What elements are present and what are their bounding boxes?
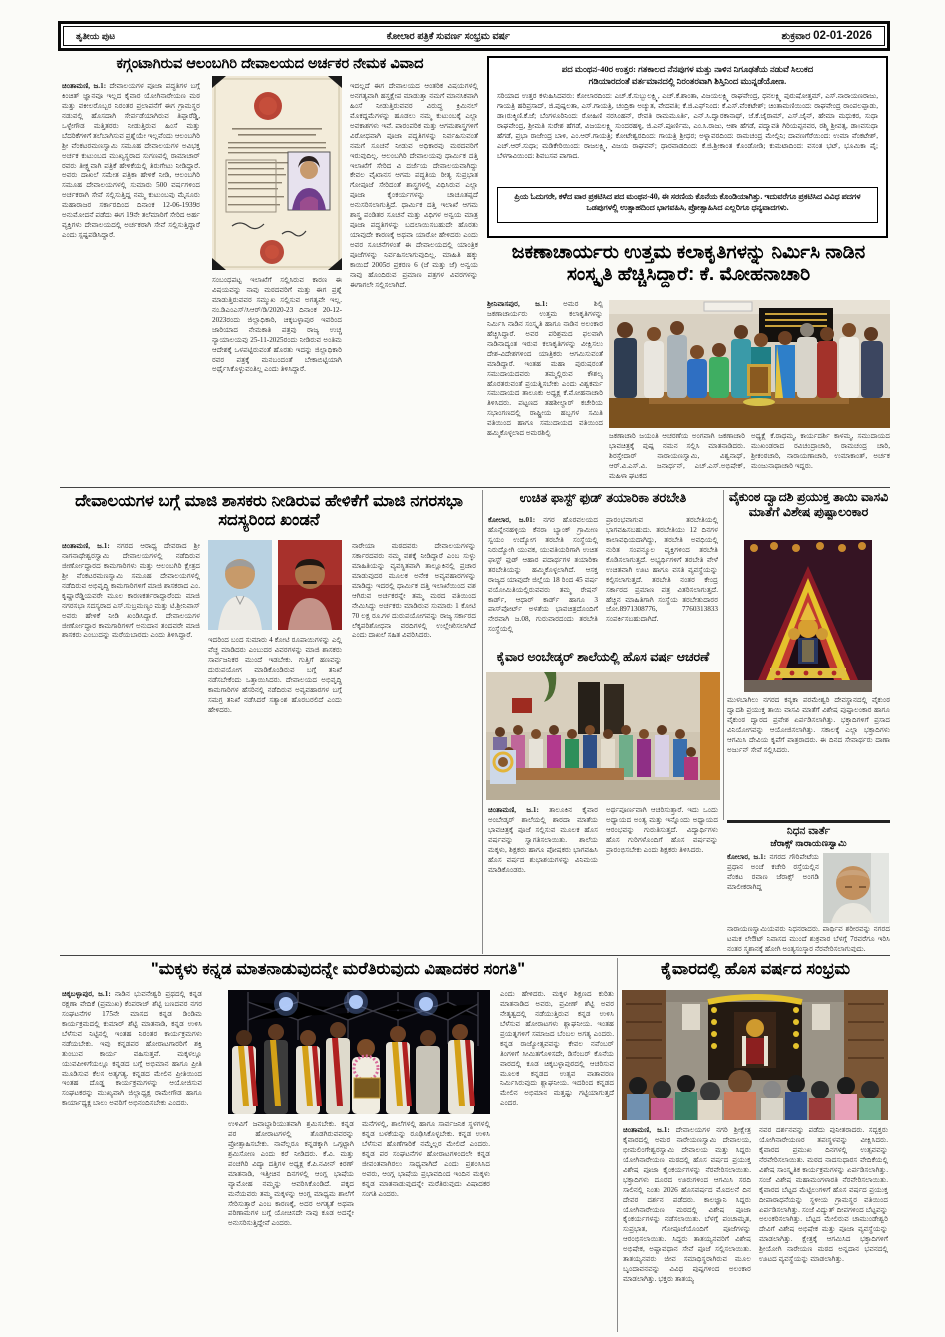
dateline: ಕೋಲಾರ, ಜ.01: (488, 516, 536, 524)
article-school-headline: ಕೈವಾರ ಅಂಬೇಡ್ಕರ್ ಶಾಲೆಯಲ್ಲಿ ಹೊಸ ವರ್ಷ ಆಚರಣೆ (496, 650, 710, 664)
photo-old-document (212, 76, 342, 270)
article-school-newyear (486, 650, 720, 956)
article-jakanachari-caption-left: ಜಕಣಾಚಾರಿ ಜಯಂತಿ ಆಚರಣೆಯ ಅಂಗವಾಗಿ ಜಕಣಾಚಾರಿ ಭಾವಚಿತ್ರಕ್ಕೆ ಪುಷ್ಪ ನಮನ ಸಲ್ಲಿಸಿ ಮಾತನಾಡಿದರು. ಶಿರಸ್ತೇದಾರ್ ನಾರಾಯಣಸ್ವಾಮಿ, ವಿಶ್ವನಾಥ್, ಆರ್.ವಿ.ಎಸ್.ವಿ. ಜನಾರ್ಧನ್, ಎಚ್.ಎಸ್.ಅಭಿಷೇಕ್, ಮಹಿಳಾ ಘಟಕದ (609, 432, 745, 480)
article-kaiwara-col1: ಚಿಂತಾಮಣಿ, ಜ.1: ದೇವಾಲಯಗಳ ನಗರಿ ಶ್ರೀಕ್ಷೇತ್ರ ಕೈವಾರದಲ್ಲಿ ಅಮರ ನಾರೇಯಣಸ್ವಾಮಿ ದೇವಾಲಯ, ಭೀಮಲಿಂಗೇಶ್ವರಸ್ವಾಮಿ ದೇವಾಲಯ ಮತ್ತು ಸಿದ್ದರು ಯೋಗಿನಾರೇಯಣ ಮಠದಲ್ಲಿ ಹೊಸ ವರ್ಷದ ಪ್ರಯುಕ್ತ ವಿಶೇಷ ಪೂಜಾ ಕೈಂಕರ್ಯಗಳನ್ನು ನೆರವೇರಿಸಲಾಯಿತು. ಭಕ್ತಾದಿಗಳು ದೂರದ ಊರುಗಳಿಂದ ಆಗಮಿಸಿ ಸರದಿ ಸಾಲಿನಲ್ಲಿ ನಿಂತು 2026 ಹೊಸವರ್ಷದ ಮೊದಲನೆ ದಿನ ದೇವರ ದರ್ಶನ ಪಡೆದರು. ಕಾಲಜ್ಞಾನಿ ಸಿದ್ದರು ಯೋಗಿನಾರೇಯಣ ಮಠದಲ್ಲಿ ವಿಶೇಷ ಪೂಜಾ ಕೈಂಕರ್ಯಗಳನ್ನು ನಡೆಸಲಾಯಿತು. ಬೆಳಗ್ಗೆ ಪಂಚಾಮೃತ, ಸುಪ್ರಭಾತ, ಗೋಪೂಜೆಯೊಂದಿಗೆ ಪೂಜೆಗಳನ್ನು ಆರಂಭಿಸಲಾಯಿತು. ಸಿದ್ದರು ತಾತಯ್ಯನವರಿಗೆ ವಿಶೇಷ ಅಭಿಷೇಕ, ಅಷ್ಟಾವಧಾನ ಸೇವೆ ಪೂಜೆ ಸಲ್ಲಿಸಲಾಯಿತು. ತಾತಯ್ಯನವರು ಜೀವ ಸಮಾಧಿಸ್ಥರಾಗಿರುವ ಮೂಲ ಬೃಂದಾವನವನ್ನು ವಿವಿಧ ಪುಷ್ಪಗಳಿಂದ ಅಲಂಕಾರ ಮಾಡಲಾಗಿತ್ತು. ಭಕ್ತರು ತಾತಯ್ಯ (623, 1126, 751, 1284)
article-jakanachari-col1: ಶ್ರೀನಿವಾಸಪುರ, ಜ.1: ಅಮರ ಶಿಲ್ಪಿ ಜಕಣಾಚಾರ್ಯರು ಉತ್ತಮ ಕಲಾಕೃತಿಗಳನ್ನು ನಿರ್ಮಿಸಿ ನಾಡಿನ ಸಂಸ್ಕೃತಿ ಹಾಗೂ ನಾಡಿನ ಅಲಂಕಾರ ಹೆಚ್ಚಿಸಿದ್ದಾರೆ. ಅವರ ಪರಿಶ್ರಮದ ಫಲವಾಗಿ ನಾಡಿನಾದ್ಯಂತ ಇರುವ ಕಲಾಕೃತಿಗಳನ್ನು ವೀಕ್ಷಿಸಲು ದೇಶ-ವಿದೇಶಗಳಿಂದ ಯಾತ್ರಿಕರು ಆಗಮಿಸುವಂತೆ ಮಾಡಿದ್ದಾರೆ. ಇಂತಹ ಮಹಾ ಪುರುಷರಂತೆ ಸಮುದಾಯದವರು ತಮ್ಮಲ್ಲಿರುವ ಕೌಶಲ್ಯ ಹೊರತರುವಂತೆ ಪ್ರಯತ್ನಿಸಬೇಕು ಎಂದು ವಿಶ್ವಕರ್ಮ ಸಮುದಾಯದ ತಾಲೂಕು ಅಧ್ಯಕ್ಷ ಕೆ.ಮೋಹನಾಚಾರಿ ತಿಳಿಸಿದರು. ಪಟ್ಟಣದ ತಹಶೀಲ್ದಾರ್ ಕಚೇರಿಯ ಸಭಾಂಗಣದಲ್ಲಿ ರಾಷ್ಟ್ರೀಯ ಹಬ್ಬಗಳ ಸಮಿತಿ ವತಿಯಿಂದ ಹಾಗೂ ಸಮುದಾಯದ ವತಿಯಿಂದ ಹಮ್ಮಿಕೊಳ್ಳಲಾದ ಅಮರಶಿಲ್ಪಿ (487, 300, 603, 438)
article-jakanachari (487, 242, 890, 486)
article-fastfood-col1: ಕೋಲಾರ, ಜ.01: ನಗರ ಹೊರವಲಯದ ಹೊನ್ನೇನಹಳ್ಳಿಯ ಕೆನರಾ ಬ್ಯಾಂಕ್ ಗ್ರಾಮೀಣ ಸ್ವಯಂ ಉದ್ಯೋಗ ತರಬೇತಿ ಸಂಸ್ಥೆಯಲ್ಲಿ ನಿರುದ್ಯೋಗಿ ಯುವಕ, ಯುವತಿಯರಿಗಾಗಿ ಉಚಿತ ಫಾಸ್ಟ್ ಫುಡ್ ಆಹಾರ ಪದಾರ್ಥಗಳ ತಯಾರಿಕಾ ತರಬೇತಿಯನ್ನು ಹಮ್ಮಿಕೊಳ್ಳಲಾಗಿದೆ. ಆಸಕ್ತ ರಾಜ್ಯದ ಯಾವುದೇ ಜಿಲ್ಲೆಯ 18 ರಿಂದ 45 ವರ್ಷ ವಯೋಮಿತಿಯಲ್ಲಿರುವವರು ತಮ್ಮ ರೇಷನ್ ಕಾರ್ಡ್, ಆಧಾರ್ ಕಾರ್ಡ್ ಹಾಗೂ 3 ಪಾಸ್‌ಪೋರ್ಟ್ ಅಳತೆಯ ಭಾವಚಿತ್ರದೊಂದಿಗೆ ನೇರವಾಗಿ ಜ.08, ಗುರುವಾರದಂದು ತರಬೇತಿ ಸಂಸ್ಥೆಯಲ್ಲಿ (488, 516, 598, 634)
photo-deity-flowers (744, 540, 872, 692)
photo-deceased-man (823, 853, 889, 923)
dateline: ಚಿಂತಾಮಣಿ, ಜ.1: (62, 542, 110, 550)
photo-temple-crowd (622, 990, 888, 1120)
article-fastfood-training (486, 490, 720, 648)
article-kaiwara-newyear (621, 958, 890, 1334)
section-divider-2 (60, 955, 890, 956)
puzzle-thanks-note: ಪ್ರಿಯ ಓದುಗರೇ, ಕಳೆದ ವಾರ ಪ್ರಕಟಿಸಿದ ಪದ ಮಂಥನ-40, ಈ ಸರಣಿಯ ಕೊನೆಯ ಕೊಂಡಿಯಾಗಿತ್ತು. ಇದುವರೆಗೂ ಪ್ರಕಟಿಸಿದ ವಿವಿಧ ಪದಗಳ ಒಡಪುಗಳಲ್ಲಿ ಉತ್ಸಾಹದಿಂದ ಭಾಗವಹಿಸಿ, ಪ್ರೋತ್ಸಾಹಿಸಿದ ಎಲ್ಲರಿಗೂ ಧನ್ಯವಾದಗಳು. (497, 187, 878, 223)
death-notice-name: ಜೆರಾಕ್ಸ್ ನಾರಾಯಣಸ್ವಾಮಿ (770, 838, 847, 848)
article-ex-mla-col3: ನಾರೇಯಾ ಮಠದವರು ದೇವಾಲಯಗಳನ್ನು ಸರ್ಕಾರದವರು ನಮ್ಮ ವಶಕ್ಕೆ ನೀಡಿದ್ದಾರೆ ಎಂಬ ಸುಳ್ಳು ಮಾಹಿತಿಯನ್ನು ವ್ಯವಸ್ಥಿತವಾಗಿ ತಾಲ್ಲೂಕಿನಲ್ಲಿ ಪ್ರಚಾರ ಮಾಡುವುದರ ಮೂಲಕ ಅನೇಕ ಅವ್ಯವಹಾರಗಳನ್ನು ಮಾಡಿದ್ದು ಇದರಲ್ಲಿ ಧಾರ್ಮಿಕ ದತ್ತಿ ಇಲಾಖೆಯಿಂದ ವಶ ಆಗಿರುವ ಅರ್ಚಕರನ್ನೇ ತಮ್ಮ ಮಠದ ವತಿಯಿಂದ ನೇಮಿಸಿದ್ದು ಅರ್ಚಕರು ಮಾಡಿರುವ ಸುಮಾರು 1 ಕೋಟಿ 70 ಲಕ್ಷ ರೂ.ಗಳ ದುರುಪಯೋಗವನ್ನು ರಾಜ್ಯ ಸರ್ಕಾರದ ಲೆಕ್ಕಪರಿಶೋಧನಾ ವರದಿಗಳಲ್ಲಿ ಉಲ್ಲೇಖಿಸಲಾಗಿದೆ ಎಂದು ದಾಖಲೆ ಸಹಿತ ವಿವರಿಸಿದರು. (352, 542, 476, 640)
article-vasavi-body: ಮುಳಬಾಗಿಲು ನಗರದ ಕನ್ಯಕಾ ಪರಮೇಶ್ವರಿ ದೇವಸ್ಥಾನದಲ್ಲಿ ವೈಕುಂಠ ದ್ವಾದಶಿ ಪ್ರಯುಕ್ತ ತಾಯಿ ವಾಸವಿ ಮಾತೆಗೆ ವಿಶೇಷ ಪುಷ್ಪಾಲಂಕಾರ ಹಾಗೂ ವೈಕುಂಠ ದ್ವಾರದ ಪ್ರವೇಶ ಏರ್ಪಡಿಸಲಾಗಿತ್ತು. ಭಕ್ತಾದಿಗಳಿಗೆ ಪ್ರಸಾದ ವಿನಿಯೋಗವನ್ನು ಆಯೋಜಿಸಲಾಗಿತ್ತು. ಸಕಾಲಕ್ಕೆ ಎಲ್ಲಾ ಭಕ್ತಾದಿಗಳು ಆಗಮಿಸಿ ದೇವಿಯ ಕೃಪೆಗೆ ಪಾತ್ರರಾದರು. ಈ ದಿನದ ಸೇವಾರ್ಥರು ದಾಣಾ ಅರ್ಜುನ್ ಸೇವೆ ಸಲ್ಲಿಸಿದರು. (727, 696, 890, 754)
date-label: ಶುಕ್ರವಾರ 02-01-2026 (781, 30, 872, 42)
dateline: ಶ್ರೀನಿವಾಸಪುರ, ಜ.1: (487, 300, 548, 308)
article-kaiwara-col2: ನವರ ದರ್ಶನವನ್ನು ಪಡೆದು ಪುನೀತರಾದರು. ಸದ್ಭಕ್ತರು ಯೋಗಿನಾರೇಯಣರ ತಪಃಸ್ಥಳವನ್ನು ವೀಕ್ಷಿಸಿದರು. ಕೈವಾರದ ಪ್ರಮುಖ ದಿನಗಳಲ್ಲಿ ಉತ್ಸವವನ್ನು ನೆರವೇರಿಸಲಾಯಿತು. ಮಠದ ನಾದಸುಧಾರಸ ವೇದಿಕೆಯಲ್ಲಿ ವಿಶೇಷ ಸಾಂಸ್ಕೃತಿಕ ಕಾರ್ಯಕ್ರಮಗಳನ್ನು ಏರ್ಪಡಿಸಲಾಗಿತ್ತು. ಸಂಜೆ ವಿಶೇಷ ಮಹಾಮಂಗಳಾರತಿ ನೆರವೇರಿಸಲಾಯಿತು. ಕೈವಾರದ ಬೆಟ್ಟದ ಮೆಟ್ಟಿಲುಗಳಿಗೆ ಹೊಸ ವರ್ಷದ ಪ್ರಯುಕ್ತ ದೀಪಾರಾಧನೆಯನ್ನು ಸ್ಥಳೀಯ ಗ್ರಾಮಸ್ಥರ ವತಿಯಿಂದ ಏರ್ಪಡಿಸಲಾಗಿತ್ತು. ಸಂಜೆ ವಿದ್ಯುತ್ ದೀಪಗಳಿಂದ ಬೆಟ್ಟವನ್ನು ಅಲಂಕರಿಸಲಾಗಿತ್ತು. ಬೆಟ್ಟದ ಮೇಲಿರುವ ಚಾಮುಂಡೇಶ್ವರಿ ದೇವಿಗೆ ವಿಶೇಷ ಅಭಿಷೇಕ ಮತ್ತು ಪೂಜಾ ವ್ಯವಸ್ಥೆಯನ್ನು ಮಾಡಲಾಗಿತ್ತು. ಕ್ಷೇತ್ರಕ್ಕೆ ಆಗಮಿಸಿದ ಭಕ್ತಾದಿಗಳಿಗೆ ಶ್ರೀಯೋಗಿ ನಾರೇಯಣ ಮಠದ ಅನ್ನದಾನ ಭವನದಲ್ಲಿ ಊಟದ ವ್ಯವಸ್ಥೆಯನ್ನು ಮಾಡಲಾಗಿತ್ತು. (759, 1126, 888, 1264)
article-fastfood-headline: ಉಚಿತ ಫಾಸ್ಟ್ ಫುಡ್ ತಯಾರಿಕಾ ತರಬೇತಿ (519, 490, 687, 505)
article-temple-dispute-col3: ಇದಲ್ಲದೆ ಈಗ ದೇವಾಲಯದ ಆಂತರಿಕ ವಿಷಯಗಳಲ್ಲಿ ಅನಗತ್ಯವಾಗಿ ಹಸ್ತಕ್ಷೇಪ ಮಾಡುತ್ತಾ ನಮಗೆ ಮಾನಸಿಕವಾಗಿ ಹಿಂಸೆ ನೀಡುತ್ತಿರುವವರ ವಿರುದ್ಧ ಕ್ರಿಮಿನಲ್ ಮೊಕದ್ದಮೆಗಳನ್ನು ಹೂಡಲು ನಮ್ಮ ಕುಟುಂಬಕ್ಕೆ ಎಲ್ಲಾ ಅವಕಾಶಗಳು ಇವೆ. ಪಾರಂಪರಿಕ ಮತ್ತು ಆಗಮಶಾಸ್ತ್ರಗಳಿಗೆ ವಿರೋಧವಾಗಿ ಪೂಜಾ ಪದ್ಧತಿಗಳನ್ನು ನಿರ್ವಹಿಸುವಂತೆ ನಮಗೆ ಸೂಚನೆ ನೀಡುವ ಅಧಿಕಾರವು ಮಠದವರಿಗೆ ಇರುವುದಿಲ್ಲ. ಆಲಂಬಗಿರಿ ದೇವಾಲಯವು ಧಾರ್ಮಿಕ ದತ್ತಿ ಇಲಾಖೆಗೆ ಸೇರಿದ ವಿ ದರ್ಜೆಯ ದೇವಾಲಯವಾಗಿದ್ದು ಕೇವಲ ವೈಖಾನಸ ಆಗಮ ಪದ್ಧತಿಯ ರೀತ್ಯ ಸುಪ್ರಭಾತ ಗೋಪೂಜೆ ಸೇರಿದಂತೆ ಶಾಸ್ತ್ರಗಳಲ್ಲಿ ವಿಧಿಸಿರುವ ಎಲ್ಲಾ ಪೂಜಾ ಕೈಂಕರ್ಯಗಳನ್ನು ಚಾಚೂತಪ್ಪದೆ ಅನುಸರಿಸಲಾಗುತ್ತಿದೆ. ಧಾರ್ಮಿಕ ದತ್ತಿ ಇಲಾಖೆ ಆಗಮ ಶಾಸ್ತ್ರ ಪಂಡಿತರ ಸೂಚನೆ ಮತ್ತು ವಿಧಿಗಳ ಅನ್ವಯ ಮಾತ್ರ ಪೂಜಾ ಪದ್ಧತಿಗಳನ್ನು ಬದಲಾಯಿಸಬಹುದೇ ಹೊರತು ಯಾವುದೇ ಕಾರಣಕ್ಕೆ ಅಥವಾ ಯಾರೋ ಹೇಳಿದರು ಎಂದು ಅವರ ಸೂಚನೆಗಳಂತೆ ಈ ದೇವಾಲಯದಲ್ಲಿ ಯಾಂತ್ರಿಕ ಪೂಜೆಗಳನ್ನು ನಿರ್ವಹಿಸಲಾಗುವುದಿಲ್ಲ. ಮಾಹಿತಿ ಹಕ್ಕು ಕಾಯಿದೆ 2005ರ ಪ್ರಕರಣ 6 (ಜೆ ಮತ್ತು ಜೆ) ಅನ್ವಯ ನಾವು ಹೊಂದಿರುವ ಪ್ರಮಾಣ ಪತ್ರಗಳ ವಿವರಗಳನ್ನು ಈಗಾಗಲೇ ಸಲ್ಲಿಸಲಾಗಿದೆ. (350, 82, 478, 289)
article-kannada-children (60, 958, 616, 1334)
dateline: ಚಿಕ್ಕಬಳ್ಳಾಪುರ, ಜ.1: (62, 990, 111, 998)
article-kannada-headline: "ಮಕ್ಕಳು ಕನ್ನಡ ಮಾತನಾಡುವುದನ್ನೇ ಮರೆತಿರುವುದು ವಿಷಾದಕರ ಸಂಗತಿ" (150, 960, 526, 978)
death-notice-body-wrap: ಕೋಲಾರ, ಜ.1: ನಗರದ ಗೌರಿಪೇಟೆಯ ಪ್ರಧಾನ ಅಂಚೆ ಕಚೇರಿ ರಸ್ತೆಯಲ್ಲಿನ ವೆಂಕಟ ರವಾಣ ಜೆರಾಕ್ಸ್ ಅಂಗಡಿ ಮಾಲೀಕರಾಗಿದ್ದ (727, 853, 819, 891)
inset-woman-photo (288, 152, 330, 210)
puzzle-answer-line1: ಪದ ಮಂಥನ-40ರ ಉತ್ತರ: ಗತಕಾಲದ ನೆನಪುಗಳ ಮತ್ತು ನಾಳಿನ ನಿಗೂಢತೆಯ ನಡುವೆ ಸಿಲುಕದ (561, 64, 814, 74)
dateline: ಚಿಂತಾಮಣಿ, ಜ.1: (62, 82, 107, 90)
article-jakanachari-caption-right: ಅಧ್ಯಕ್ಷೆ ಕೆ.ರಾಧಮ್ಮ, ಕಾರ್ಯದರ್ಶಿ ಕಾಳಮ್ಮ, ಸಮುದಾಯದ ಮುಖಂಡರಾದ ರವಿಚಂದ್ರಾಚಾರಿ, ರಾಮಚಂದ್ರ ಚಾರಿ, ಶ್ರೀಕಂಠಚಾರಿ, ನಾರಾಯಣಾಚಾರಿ, ಉಮಾಕಾಂತ್, ಅರ್ಚಕ ಮಂಜುನಾಥಾಚಾರಿ ಇದ್ದರು. (751, 432, 890, 470)
article-kannada-col3: ಮನೆಗಳಲ್ಲಿ, ಶಾಲೆಗಳಲ್ಲಿ ಹಾಗೂ ಸಾರ್ವಜನಿಕ ಸ್ಥಳಗಳಲ್ಲಿ ಕನ್ನಡ ಬಳಕೆಯನ್ನು ರೂಢಿಸಿಕೊಳ್ಳಬೇಕು. ಕನ್ನಡ ಉಳಿಸಿ ಬೆಳೆಸುವ ಹೊಣೆಗಾರಿಕೆ ನಮ್ಮೆಲ್ಲರ ಮೇಲಿದೆ ಎಂದರು. ಕನ್ನಡ ಪರ ಸಂಘಟನೆಗಳ ಹೋರಾಟಗಳಿಂದಲೇ ಕನ್ನಡ ಜೀವಂತವಾಗಿರಲು ಸಾಧ್ಯವಾಗಿದೆ ಎಂದು ಪ್ರಶಂಸಿಸಿದ ಅವರು, ಆಂಗ್ಲ ಭಾಷೆಯ ಪ್ರಭಾವದಿಂದ ಇಂದಿನ ಮಕ್ಕಳು ಕನ್ನಡ ಮಾತನಾಡುವುದನ್ನೇ ಮರೆತಿರುವುದು ವಿಷಾದಕರ ಸಂಗತಿ ಎಂದರು. (362, 1120, 490, 1198)
dateline: ಚಿಂತಾಮಣಿ, ಜ.1: (623, 1126, 670, 1134)
puzzle-answer-line2: ಗಡಿಯಾರದಂತೆ ವರ್ತಮಾನದಲ್ಲಿ ನಿರಂತರವಾಗಿ ಶಿಸ್ತಿನಿಂದ ಮುನ್ನಡೆಯೋಣ. (588, 76, 787, 87)
article-kaiwara-headline: ಕೈವಾರದಲ್ಲಿ ಹೊಸ ವರ್ಷದ ಸಂಭ್ರಮ (660, 960, 851, 978)
article-temple-dispute-col2: ಸಂಬಂಧಪಟ್ಟ ಇಲಾಖೆಗೆ ಸಲ್ಲಿಸಿರುವ ಕಾರಣ ಈ ವಿಷಯವನ್ನು ನಾವು ಮಠದವರಿಗೆ ಮತ್ತು ಈಗ ಪ್ರಶ್ನೆ ಮಾಡುತ್ತಿರುವವರ ಸಮ್ಮುಖ ಸಲ್ಲಿಸುವ ಅಗತ್ಯವೇ ಇಲ್ಲ. ನಂ.ಡಿಎಂಎಸ್/ಸಿಆರ್/ಡಿ/2020-23 ದಿನಾಂಕ 20-12-2023ರಂದು ಜಿಲ್ಲಾಧಿಕಾರಿ, ಚಿಕ್ಕಬಳ್ಳಾಪುರ ಇವರಿಂದ ಜಾರಿಯಾದ ನೇಮಕಾತಿ ಪತ್ರವು ರಾಜ್ಯ ಉಚ್ಚ ನ್ಯಾಯಾಲಯವು 25-11-2025ರಂದು ನೀಡಿರುವ ಅಂತಿಮ ಆದೇಶಕ್ಕೆ ಒಳಪಟ್ಟಿರುವಂತೆ ಹೊರತು ಇದನ್ನು ಜಿಲ್ಲಾಧಿಕಾರಿ ರವರ ಪತ್ರಕ್ಕೆ ಮನಬಂದಂತೆ ಬೇಕಾಬಿಟ್ಟಿಯಾಗಿ ಅರ್ಥೈಸಿಕೊಳ್ಳುವಂತಿಲ್ಲ ಎಂದು ತಿಳಿಸಿದ್ದಾರೆ. (212, 276, 342, 374)
photo-portrait-man-red-bg (278, 540, 342, 630)
article-vasavi-headline: ವೈಕುಂಠ ದ್ವಾದಶಿ ಪ್ರಯುಕ್ತ ತಾಯಿ ವಾಸವಿ ಮಾತೆಗೆ ವಿಶೇಷ ಪುಷ್ಪಾಲಂಕಾರ (728, 490, 889, 519)
article-ex-mla-condemn (60, 490, 478, 954)
photo-school-group (486, 672, 720, 800)
article-jakanachari-headline: ಜಕಣಾಚಾರ್ಯರು ಉತ್ತಮ ಕಲಾಕೃತಿಗಳನ್ನು ನಿರ್ಮಿಸಿ ನಾಡಿನ ಸಂಸ್ಕೃತಿ ಹೆಚ್ಚಿಸಿದ್ದಾರೆ: ಕೆ. ಮೋಹನಾಚಾರಿ (511, 242, 866, 286)
column-rule-2 (723, 490, 724, 820)
masthead-bar (58, 21, 890, 51)
page-label: ತೃತೀಯ ಪುಟ (76, 30, 116, 41)
article-ex-mla-col2: ಇದರಿಂದ ಬಂದ ಸುಮಾರು 4 ಕೋಟಿ ರೂಪಾಯಿಗಳನ್ನು ಎಲ್ಲಿ ವೆಚ್ಚ ಮಾಡಿದರು ಎಂಬುದರ ವಿವರಗಳನ್ನು ಮಾಜಿ ಶಾಸಕರು ಸಾರ್ವಜನಿಕರ ಮುಂದೆ ಇಡಬೇಕು. ಗುತ್ತಿಗೆ ಹಣವನ್ನು ದುರುಪಯೋಗ ಮಾಡಿಕೊಂಡಿರುವ ಬಗ್ಗೆ ತನಿಖೆ ನಡೆಸಬೇಕೆಂದು ಒತ್ತಾಯಿಸಿದರು. ದೇವಾಲಯದ ಅಭಿವೃದ್ಧಿ ಕಾಮಗಾರಿಗಳ ಹೆಸರಿನಲ್ಲಿ ನಡೆದಿರುವ ಅವ್ಯವಹಾರಗಳ ಬಗ್ಗೆ ಸಮಗ್ರ ತನಿಖೆ ನಡೆಸಿದರೆ ಸತ್ಯಾಂಶ ಹೊರಬರಲಿದೆ ಎಂದು ಹೇಳಿದರು. (208, 636, 342, 714)
dateline: ಚಿಂತಾಮಣಿ, ಜ.1: (488, 806, 539, 814)
article-ex-mla-headline: ದೇವಾಲಯಗಳ ಬಗ್ಗೆ ಮಾಜಿ ಶಾಸಕರು ನೀಡಿರುವ ಹೇಳಿಕೆಗೆ ಮಾಜಿ ನಗರಸಭಾ ಸದಸ್ಯರಿಂದ ಖಂಡನೆ (75, 492, 463, 530)
word-puzzle-box (487, 56, 888, 238)
article-school-col1: ಚಿಂತಾಮಣಿ, ಜ.1: ತಾಲೂಕಿನ ಕೈವಾರ ಅಂಬೇಡ್ಕರ್ ಶಾಲೆಯಲ್ಲಿ ಶಾರದಾ ಮಾತೆಯ ಭಾವಚಿತ್ರಕ್ಕೆ ಪೂಜೆ ಸಲ್ಲಿಸುವ ಮೂಲಕ ಹೊಸ ವರ್ಷವನ್ನು ಸ್ವಾಗತಿಸಲಾಯಿತು. ಶಾಲೆಯ ಮಕ್ಕಳು, ಶಿಕ್ಷಕರು ಹಾಗೂ ಪೋಷಕರು ಭಾಗವಹಿಸಿ ಹೊಸ ವರ್ಷದ ಶುಭಾಶಯಗಳನ್ನು ವಿನಿಮಯ ಮಾಡಿಕೊಂಡರು. (488, 806, 598, 874)
photo-jakanachari-group (609, 300, 890, 428)
death-notice-title: ನಿಧನ ವಾರ್ತೆ (786, 825, 831, 837)
article-kannada-col1: ಚಿಕ್ಕಬಳ್ಳಾಪುರ, ಜ.1: ನಾಡಿನ ಭುವನೇಶ್ವರಿ ಪ್ರಥದಲ್ಲಿ ಕನ್ನಡ ರಕ್ಷಣಾ ವೇದಿಕೆ (ಪ್ರಮುಖ) ಕೆಂಪರಾಜ್ ಶೆಟ್ಟಿ ಬಣದವರ ನಗರ ಸಂಘಟನೆಗಳ 175ನೇ ಮಾಸದ ಕನ್ನಡ ಡಿಂಡಿಮ ಕಾರ್ಯಕ್ರಮದಲ್ಲಿ ಕುಮಾರ್ ಶೆಟ್ಟಿ ಮಾತನಾಡಿ, ಕನ್ನಡ ಉಳಿಸಿ ಬೆಳೆಸುವ ನಿಟ್ಟಿನಲ್ಲಿ ಇಂತಹ ನಿರಂತರ ಕಾರ್ಯಕ್ರಮಗಳು ನಡೆಯಬೇಕು. ಇವು ಕನ್ನಡಪರ ಹೋರಾಟಗಾರರಿಗೆ ಶಕ್ತಿ ತುಂಬುವ ಕಾರ್ಯ ವಹಿಸುತ್ತವೆ. ಮಕ್ಕಳಲ್ಲೂ ಯುವಪೀಳಿಗೆಯಲ್ಲೂ ಕನ್ನಡದ ಬಗ್ಗೆ ಅಭಿಮಾನ ಹಾಗೂ ಪ್ರೀತಿ ಮೂಡಿಸುವ ಕೆಲಸ ಅತ್ಯಗತ್ಯ. ಕನ್ನಡದ ಮೇಲಿನ ಪ್ರೀತಿಯಿಂದ ಇಂತಹ ದೊಡ್ಡ ಕಾರ್ಯಕ್ರಮಗಳನ್ನು ಆಯೋಜಿಸುವ ಸಂಘಟಕರನ್ನು ಮುಖ್ಯವಾಗಿ ಜಿಲ್ಲಾಧ್ಯಕ್ಷ ರಾಮೇಗೌಡ ಹಾಗೂ ಕಾರ್ಯಾಧ್ಯಕ್ಷ ಬಾಲು ಅವರಿಗೆ ಅಭಿನಂದಿಸಬೇಕು ಎಂದರು. (62, 990, 202, 1108)
section-divider-1 (60, 487, 890, 488)
article-fastfood-col2: ಪ್ರಾರಂಭವಾಗುವ ತರಬೇತಿಯಲ್ಲಿ ಭಾಗವಹಿಸಬಹುದು. ತರಬೇತಿಯು 12 ದಿನಗಳ ಕಾಲಾವಧಿಯದಾಗಿದ್ದು, ತರಬೇತಿ ಅವಧಿಯಲ್ಲಿ ನುರಿತ ಸಂಪನ್ಮೂಲ ವ್ಯಕ್ತಿಗಳಿಂದ ತರಬೇತಿ ಕೊಡಿಸಲಾಗುತ್ತದೆ. ಅಭ್ಯರ್ಥಿಗಳಿಗೆ ತರಬೇತಿ ವೇಳೆ ಉಚಿತವಾಗಿ ಊಟ ಹಾಗೂ ವಸತಿ ವ್ಯವಸ್ಥೆಯನ್ನು ಕಲ್ಪಿಸಲಾಗುತ್ತದೆ. ತರಬೇತಿ ನಂತರ ಕೇಂದ್ರ ಸರ್ಕಾರದ ಪ್ರಮಾಣ ಪತ್ರ ವಿತರಿಸಲಾಗುತ್ತದೆ. ಹೆಚ್ಚಿನ ಮಾಹಿತಿಗಾಗಿ ಸಂಸ್ಥೆಯ ತರಬೇತುದಾರರ ಜೋ.8971308776, 7760313833 ಸಂಪರ್ಕಿಸಬಹುದಾಗಿದೆ. (606, 516, 718, 624)
article-temple-dispute (60, 56, 480, 486)
article-temple-dispute-col1: ಚಿಂತಾಮಣಿ, ಜ.1: ದೇವಾಲಯಗಳ ಪೂಜಾ ಪದ್ಧತಿಗಳ ಬಗ್ಗೆ ಕಿಂಚಿತ್ ಜ್ಞಾನವೂ ಇಲ್ಲದ ಕೈವಾರ ಯೋಗಿನಾರೇಯಣ ಮಠ ಮತ್ತು ವಕೀಲರೊಬ್ಬರ ನಿರಂತರ ಪ್ರಲಾಪನೆಗೆ ಈಗ ಗ್ರಾಮಸ್ಥರ ನಡುವಲ್ಲಿ ಹೊಸದಾಗಿ ಸೇರ್ಪಡೆಯಾಗಿರುವ ತಿಪ್ಪಾರೆಡ್ಡಿ, ಒಳ್ಳೇಗೌಡ ಮತ್ತಿತರರು ನೀಡುತ್ತಿರುವ ಹಿಂಸೆ ಮತ್ತು ಬೆದರಿಕೆಗಳಿಗೆ ತಲೆಬಾಗಿಸುವ ಪ್ರಶ್ನೆಯೇ ಇಲ್ಲವೆಂದು ಆಲಂಬಗಿರಿ ಶ್ರೀ ವೆಂಕಟರಮಣಸ್ವಾಮಿ ಸಮೂಹ ದೇವಾಲಯಗಳ ಅವಿಭಕ್ತ ಅರ್ಚಕ ಕುಟುಂಬದ ಮುಖ್ಯಸ್ಥರಾದ ಸುಗಣವಲ್ಲಿ ರಾಮಾಚಾರ್ ರವರು ತೀಕ್ಷ್ಣವಾಗಿ ಪತ್ರಿಕೆ ಹೇಳಿಕೆಯಲ್ಲಿ ತಿರುಗೇಟು ನೀಡಿದ್ದಾರೆ. ಅವರು ದಾಖಲೆ ಸಮೇತ ಪತ್ರಿಕಾ ಹೇಳಿಕೆ ನೀಡಿ, ಆಲಂಬಗಿರಿ ಸಮೂಹ ದೇವಾಲಯಗಳಲ್ಲಿ ಸುಮಾರು 500 ವರ್ಷಗಳಿಂದ ಅರ್ಚಕರಾಗಿ ಸೇವೆ ಸಲ್ಲಿಸುತ್ತಿದ್ದ ನಮ್ಮ ಕುಟುಂಬವು ಮೈಸೂರು ಮಹಾರಾಜರ ಸರ್ಕಾರದಿಂದ ದಿನಾಂಕ 12-06-1939ರ ಅನುಮೋದನೆ ಪಡೆದು ಈಗ 19ನೇ ತಲೆಮಾರಿಗೆ ಸೇರಿದ ಅರ್ಹ ವ್ಯಕ್ತಿಗಳು ದೇವಾಲಯದಲ್ಲಿ ಅರ್ಚಕರಾಗಿ ಸೇವೆ ಸಲ್ಲಿಸುತ್ತಿದ್ದಾರೆ ಎಂದು ಸ್ಪಷ್ಟಪಡಿಸಿದ್ದಾರೆ. (62, 82, 200, 240)
article-vasavi (727, 490, 890, 818)
column-rule-1 (482, 490, 483, 954)
article-school-col2: ಅರ್ಥಪೂರ್ಣವಾಗಿ ಆಚರಿಸುತ್ತಾರೆ. ಇದು ಒಂದು ಅಧ್ಯಾಯದ ಅಂತ್ಯ ಮತ್ತು ಇನ್ನೊಂದು ಅಧ್ಯಾಯದ ಆರಂಭವನ್ನು ಗುರುತಿಸುತ್ತದೆ. ವಿದ್ಯಾರ್ಥಿಗಳು ಹೊಸ ಗುರಿಗಳೊಂದಿಗೆ ಹೊಸ ವರ್ಷವನ್ನು ಪ್ರಾರಂಭಿಸಬೇಕು ಎಂದು ಶಿಕ್ಷಕರು ತಿಳಿಸಿದರು. (606, 806, 718, 854)
puzzle-senders-list: ಸರಿಯಾದ ಉತ್ತರ ಕಳುಹಿಸಿದವರು: ಕೋಲಾರದಿಂದ: ಎಚ್.ಕೆ.ಸುಬ್ಬುಲಕ್ಷ್ಮಿ, ಎಚ್.ಕೆ.ಶಾಂತಾ, ವಿಜಯಲಕ್ಷ್ಮಿ ರಾಘವೇಂದ್ರ, ಧನಲಕ್ಷ್ಮಿ ಪುರುಷೋತ್ತಮ್, ಎಸ್.ನಾರಾಯಣರಾಜು, ಗಾಯತ್ರಿ ಹರಿಪ್ರಸಾದ್, ಜಿ.ಪುಷ್ಪಲತಾ, ಎಸ್.ಗಾಯತ್ರಿ, ಚಂದ್ರಿಕಾ ಅಚ್ಯುತ, ವೇದವತಿ; ಕೆ.ಜಿ.ಎಫ್‌ನಿಂದ: ಕೆ.ಎಸ್.ವೆಂಕಟೇಶ್; ಚಿಂತಾಮಣಿಯಿಂದ: ರಾಘವೇಂದ್ರ ರಾಂಪಲಪ್ಪಾಡು, ಡಾ।ರುಕ್ಮಿಣಿ.ಕೆ.ಜೆ; ಬೆಂಗಳೂರಿನಿಂದ: ರೋಹಿಣಿ ನರಸಿಂಹನ್, ರೇವತಿ ರಾಮಮೂರ್ತಿ, ಎನ್.ಸಿ.ದ್ವಾರಕಾನಾಥ್, ಜೆ.ಕೆ.ಜೈರಾಮ್, ಎಸ್.ಜೈನ್, ಹೇಮಾ ಮಧುಕರ, ಸುಧಾ ರಾಘವೇಂದ್ರ, ಶ್ರೀಮತಿ ಸುರೇಶ ಹೆಗಡೆ, ವಿಜಯಲಕ್ಷ್ಮಿ ಸುಂದರಹಳ್ಳಿ, ಜಿ.ಎನ್.ಪೂರ್ಣಿಮ, ಎಂ.ಸಿ.ರಾಜು, ಆಶಾ ಹೆಗಡೆ, ಪದ್ಮಾವತಿ ಗಿರಿಯಪ್ಪನವರ, ರಶ್ಮಿ ಶ್ರೀವತ್ಸ, ಡಾ।ವಸುಧಾ ಹೆಗಡೆ, ಪ್ರಭಾ ರಾಜೇಂದ್ರ ಬಾಳಿ, ಎಂ.ಆರ್.ಗಾಯತ್ರಿ; ಕೋಟೇಶ್ವರದಿಂದ: ಗಾಯತ್ರಿ ಶ್ರೀಧರ; ಅಳ್ನಾವರದಿಂದ: ರಾಮಚಂದ್ರ ಮೇಲ್ಗಿನಿ; ದಾವಣಗೆರೆಯಿಂದ: ಉಮಾ ವೆಂಕಟೇಶ್, ಎಚ್.ಆರ್.ಸುಧಾ; ಮಡಿಕೇರಿಯಿಂದ: ರಾಜಲಕ್ಷ್ಮಿ, ವಿಜಯ ರಾಘವನ್; ಧಾರವಾಡದಿಂದ: ಕೆ.ಜಿ.ಶ್ರೀಕಾಂತ ಕೊಂಡೋಡಿ; ಕುಮಟಾದಿಂದ: ವಸಂತ ಭಟ್, ಭೂಮಿಕಾ ಪೈ; ಬೆಳಗಾವಿಯಿಂದ: ಶಿವಬಸವ ಪಾಗಾದ. (497, 91, 878, 161)
garlanded-portrait (490, 750, 516, 784)
photo-stage-event (228, 990, 490, 1114)
article-kannada-col4: ಎಂದು ಹೇಳಿದರು. ಮಕ್ಕಳ ಶಿಕ್ಷಣದ ಕುರಿತು ಮಾತನಾಡಿದ ಅವರು, ಪ್ರವೀಣ್ ಶೆಟ್ಟಿ ಅವರ ನೇತೃತ್ವದಲ್ಲಿ ನಡೆಯುತ್ತಿರುವ ಕನ್ನಡ ಉಳಿಸಿ ಬೆಳೆಸುವ ಹೋರಾಟಗಳು ಶ್ಲಾಘನೀಯ. ಇಂತಹ ಪ್ರಯತ್ನಗಳಿಗೆ ಸಮಾಜದ ಬೆಂಬಲ ಅಗತ್ಯ ಎಂದರು. ಕನ್ನಡ ರಾಜ್ಯೋತ್ಸವವನ್ನು ಕೇವಲ ನವೆಂಬರ್ ತಿಂಗಳಿಗೆ ಸೀಮಿತಗೊಳಿಸದೇ, ಡಿಸೆಂಬರ್ ಕೊನೆಯ ವಾರದಲ್ಲಿ ಕೂಡ ಚಿಕ್ಕಬಳ್ಳಾಪುರದಲ್ಲಿ ಆಚರಿಸುವ ಮೂಲಕ ಕನ್ನಡದ ಉತ್ಸವ ವಾತಾವರಣ ನಿರ್ಮಿಸಿರುವುದು ಶ್ಲಾಘನೀಯ. ಇದರಿಂದ ಕನ್ನಡದ ಮೇಲಿನ ಅಭಿಮಾನ ಮತ್ತಷ್ಟು ಗಟ್ಟಿಯಾಗುತ್ತದೆ ಎಂದರ. (500, 990, 614, 1108)
article-temple-dispute-headline: ಕಗ್ಗಂಟಾಗಿರುವ ಆಲಂಬಗಿರಿ ದೇವಾಲಯದ ಅರ್ಚಕರ ನೇಮಕ ವಿವಾದ (116, 56, 424, 72)
date-value: 02-01-2026 (813, 30, 872, 42)
edition-title: ಕೋಲಾರ ಪತ್ರಿಕೆ ಸುವರ್ಣ ಸಂಭ್ರಮ ವರ್ಷ (386, 30, 510, 42)
dateline: ಕೋಲಾರ, ಜ.1: (727, 853, 767, 861)
death-notice-tail: ನಾರಾಯಣಸ್ವಾಮಿಯವರು ನಿಧನರಾದರು. ಪಾರ್ಥಿವ ಶರೀರವನ್ನು ನಗರದ ಟಮಕ ಲೇಔಟ್ ನಿವಾಸದ ಮುಂದೆ ಶುಕ್ರವಾರ ಬೆಳಗ್ಗೆ 7ರವರೆಗೂ ಇರಿಸಿ ನಂತರ ಸ್ಮಶಾನಕ್ಕೆ ಹೋಗಿ ಅಂತ್ಯಸಂಸ್ಕಾರ ನೆರವೇರಿಸಲಾಗುವುದು. (727, 925, 890, 953)
article-ex-mla-col1: ಚಿಂತಾಮಣಿ, ಜ.1: ನಗರದ ಆರಾಧ್ಯ ದೇವರಾದ ಶ್ರೀ ನಾಗನಾಥೇಶ್ವರಸ್ವಾಮಿ ದೇವಾಲಯಗಳಲ್ಲಿ ನಡೆದಿರುವ ಜೀರ್ಣೋದ್ಧಾರದ ಕಾಮಗಾರಿಗಳು ಮತ್ತು ಆಲಂಬಗಿರಿ ಕ್ಷೇತ್ರದ ಶ್ರೀ ವೆಂಕಟರಮಣಸ್ವಾಮಿ ಸಮೂಹ ದೇವಾಲಯಗಳಲ್ಲಿ ನಡೆದಿರುವ ಅಭಿವೃದ್ಧಿ ಕಾಮಗಾರಿಗಳಿಗೆ ಮಾಜಿ ಶಾಸಕರಾದ ಎಂ. ಕೃಷ್ಣಾರೆಡ್ಡಿಯವರೇ ಮೂಲ ಕಾರಣಕರ್ತರಾದ್ದಾರೆಂದು ಮಾಜಿ ನಗರಸಭಾ ಸದಸ್ಯರಾದ ಎಸ್.ಸುಬ್ರಮಣ್ಯಂ ಮತ್ತು ಟಿ.ಶ್ರೀನಿವಾಸ್ ಅವರು ಹೇಳಿಕೆ ನೀಡಿ ಖಂಡಿಸಿದ್ದಾರೆ. ದೇವಾಲಯಗಳ ಜೀರ್ಣೋದ್ಧಾರ ಕಾಮಗಾರಿಗಳಿಗೆ ಅನುದಾನ ತಂದವರೇ ಮಾಜಿ ಶಾಸಕರು ಎಂಬುದನ್ನು ಮರೆಯಬಾರದು ಎಂದು ತಿಳಿಸಿದ್ದಾರೆ. (62, 542, 200, 640)
column-rule-3 (617, 958, 618, 1332)
article-kannada-col2: ಉಳಿವಿಗೆ ಜವಾಬ್ದಾರಿಯುತವಾಗಿ ಶ್ರಮಿಸಬೇಕು. ಕನ್ನಡ ಪರ ಹೋರಾಟಗಳಲ್ಲಿ ತೊಡಗಿರುವವರನ್ನು ಪ್ರೋತ್ಸಾಹಿಸಬೇಕು. ನಾವೆಲ್ಲರೂ ಕನ್ನಡಕ್ಕಾಗಿ ಒಗ್ಗಟ್ಟಾಗಿ ಶ್ರಮಿಸೋಣ ಎಂದು ಕರೆ ನೀಡಿದರು. ಕೆ.ವಿ. ಮತ್ತು ಪಂಚಗಿರಿ ವಿದ್ಯಾ ದತ್ತಿಗಳ ಅಧ್ಯಕ್ಷ ಕೆ.ಪಿ.ನವೀನ್ ಕಿರಣ್ ಮಾತನಾಡಿ, ಇತ್ತೀಚಿನ ದಿನಗಳಲ್ಲಿ ಆಂಗ್ಲ ಭಾಷೆಯ ವ್ಯಾಮೋಹ ನಮ್ಮನ್ನು ಆವರಿಸಿಕೊಂಡಿದೆ. ಪಕ್ಕದ ಮನೆಯವರು ತಮ್ಮ ಮಕ್ಕಳನ್ನು ಆಂಗ್ಲ ಮಾಧ್ಯಮ ಶಾಲೆಗೆ ಸೇರಿಸುತ್ತಾರೆ ಎಂಬ ಕಾರಣಕ್ಕೆ, ಅದರ ಅಗತ್ಯತೆ ಅಥವಾ ಪರಿಣಾಮಗಳ ಬಗ್ಗೆ ಯೋಚಿಸದೇ ನಾವು ಕೂಡ ಅದನ್ನೇ ಅನುಸರಿಸುತ್ತಿದ್ದೇವೆ ಎಂದರು. (228, 1120, 354, 1228)
death-notice (727, 820, 890, 957)
photo-portrait-man-white-shirt (208, 540, 272, 630)
